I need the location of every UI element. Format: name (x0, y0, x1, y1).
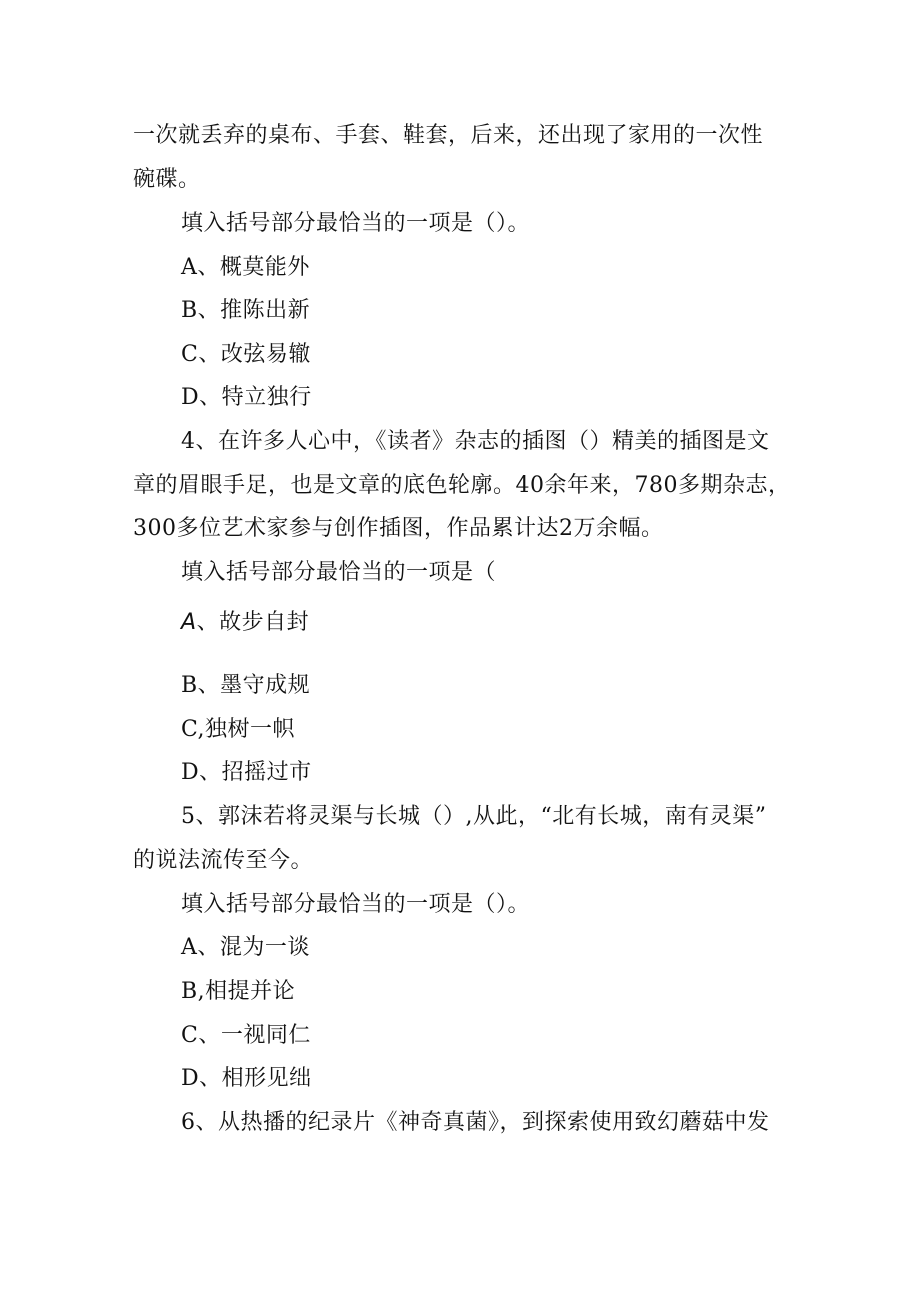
question-prompt: 填入括号部分最恰当的一项是（）。 (181, 211, 531, 236)
option-a: A、概莫能外 (181, 255, 310, 280)
text-line: 一次就丢弃的桌布、手套、鞋套，后来，还出现了家用的一次性 (133, 123, 764, 148)
question-4-text: 章的眉眼手足，也是文章的底色轮廓。40余年来，780多期杂志， (133, 473, 791, 498)
option-d: D、招摇过市 (181, 760, 312, 785)
option-b: B、墨守成规 (181, 673, 311, 698)
option-c: C,独树一帜 (181, 717, 296, 742)
option-c: C、改弦易辙 (181, 342, 311, 367)
option-c: C、一视同仁 (181, 1023, 311, 1048)
question-6-text: 6、从热播的纪录片《神奇真菌》，到探索使用致幻蘑菇中发 (181, 1110, 770, 1135)
question-prompt: 填入括号部分最恰当的一项是（ (181, 560, 497, 585)
option-letter: A (181, 610, 197, 635)
option-a: A、混为一谈 (181, 935, 310, 960)
option-d: D、相形见绌 (181, 1066, 312, 1091)
option-a (181, 608, 309, 638)
question-5-text: 5、郭沫若将灵渠与长城（）,从此，“北有长城，南有灵渠” (181, 804, 767, 829)
text-line: 碗碟。 (133, 167, 201, 192)
option-b: B,相提并论 (181, 979, 296, 1004)
option-text: 、故步自封 (196, 610, 310, 635)
question-5-text: 的说法流传至今。 (133, 848, 314, 873)
option-b: B、推陈出新 (181, 298, 311, 323)
question-prompt: 填入括号部分最恰当的一项是（）。 (181, 892, 531, 917)
question-4-text: 4、在许多人心中，《读者》杂志的插图（）精美的插图是文 (181, 429, 770, 454)
question-4-text: 300多位艺术家参与创作插图，作品累计达2万余幅。 (133, 516, 664, 541)
option-d: D、特立独行 (181, 385, 312, 410)
